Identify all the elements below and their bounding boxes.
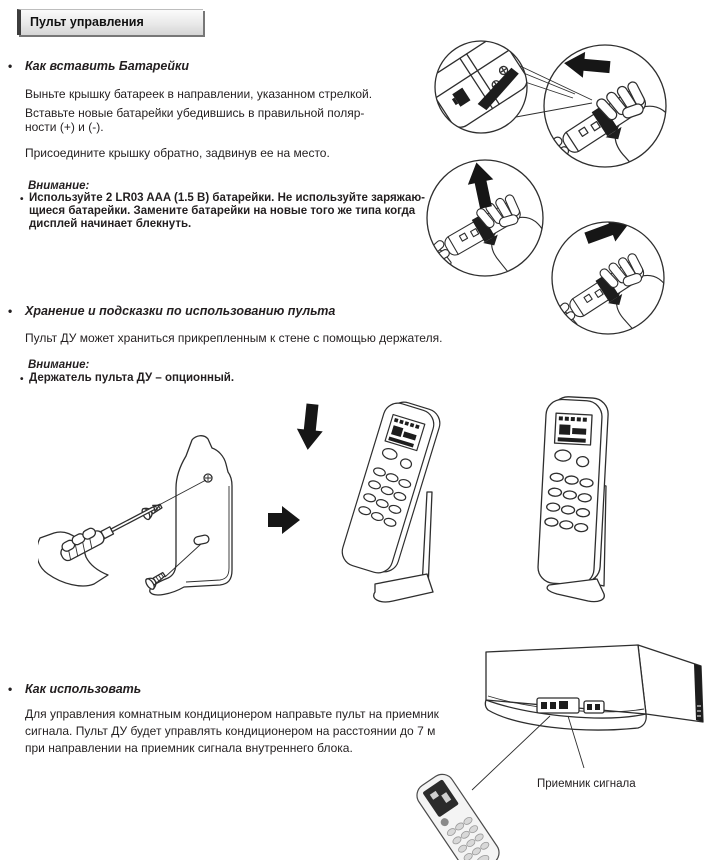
note-bullet: • (20, 194, 24, 205)
note-label: Внимание: (28, 180, 90, 192)
paragraph-line: Вставьте новые батарейки убедившись в правильной поляр- (25, 106, 365, 120)
figure-battery-install (425, 30, 708, 340)
insert-batteries-vignette (425, 160, 568, 338)
figure-ac-unit-usage (400, 628, 708, 860)
figure-wall-mount-holder (38, 388, 350, 625)
paragraph: Присоедините крышку обратно, задвинув ее на место. (25, 146, 330, 160)
heading-storage: Хранение и подсказки по использованию пульта (25, 304, 336, 318)
heading-usage: Как использовать (25, 682, 142, 696)
paragraph-line: при направлении на приемник сигнала внутреннего блока. (25, 741, 353, 755)
remote-in-wall-holder (537, 396, 609, 602)
stand-base (374, 574, 433, 602)
note-text (29, 192, 425, 231)
battery-compartment-closeup (425, 33, 531, 131)
section-bullet: • (8, 304, 13, 318)
arrow-right-icon (268, 506, 300, 534)
note-bullet: • (20, 374, 24, 385)
paragraph (25, 706, 439, 757)
note-line: щиеся батарейки. Замените батарейки на новые того же типа когда (29, 205, 416, 217)
arrow-up-icon (464, 160, 499, 210)
section-bullet: • (8, 59, 13, 73)
arrow-down-icon (295, 403, 326, 451)
section-title-box (17, 9, 203, 35)
note-line: дисплей начинает блекнуть. (29, 218, 192, 230)
wall-holder-plate (150, 436, 232, 595)
paragraph (25, 107, 364, 134)
paragraph-line: ности (+) и (-). (25, 119, 104, 134)
section-bullet: • (8, 682, 13, 696)
arrow-left-icon (563, 50, 611, 80)
arrow-up-right-icon (582, 210, 634, 250)
paragraph: Пульт ДУ может храниться прикрепленным к стене с помощью держателя. (25, 331, 443, 345)
heading-insert-batteries: Как вставить Батарейки (25, 59, 189, 73)
remote-on-stand-tilted (339, 397, 444, 602)
signal-receiver-label: Приемник сигнала (537, 778, 636, 790)
paragraph: Выньте крышку батареек в направлении, указанном стрелкой. (25, 87, 373, 101)
replace-cover-vignette (532, 210, 694, 340)
paragraph-line: сигнала. Пульт ДУ будет управлять кондиционером на расстоянии до 7 м (25, 724, 436, 738)
page-title: Пульт управления (30, 15, 144, 29)
note-line: Используйте 2 LR03 AAA (1.5 В) батарейки. Не используйте заряжаю- (29, 192, 425, 204)
remote-control (412, 770, 503, 860)
ac-indoor-unit (485, 645, 703, 730)
note-label: Внимание: (28, 359, 90, 371)
note-line: Держатель пульта ДУ – опционный. (29, 372, 235, 384)
figure-remote-holders (335, 388, 675, 620)
paragraph-line: Для управления комнатным кондиционером направьте пульт на приемник (25, 707, 439, 721)
